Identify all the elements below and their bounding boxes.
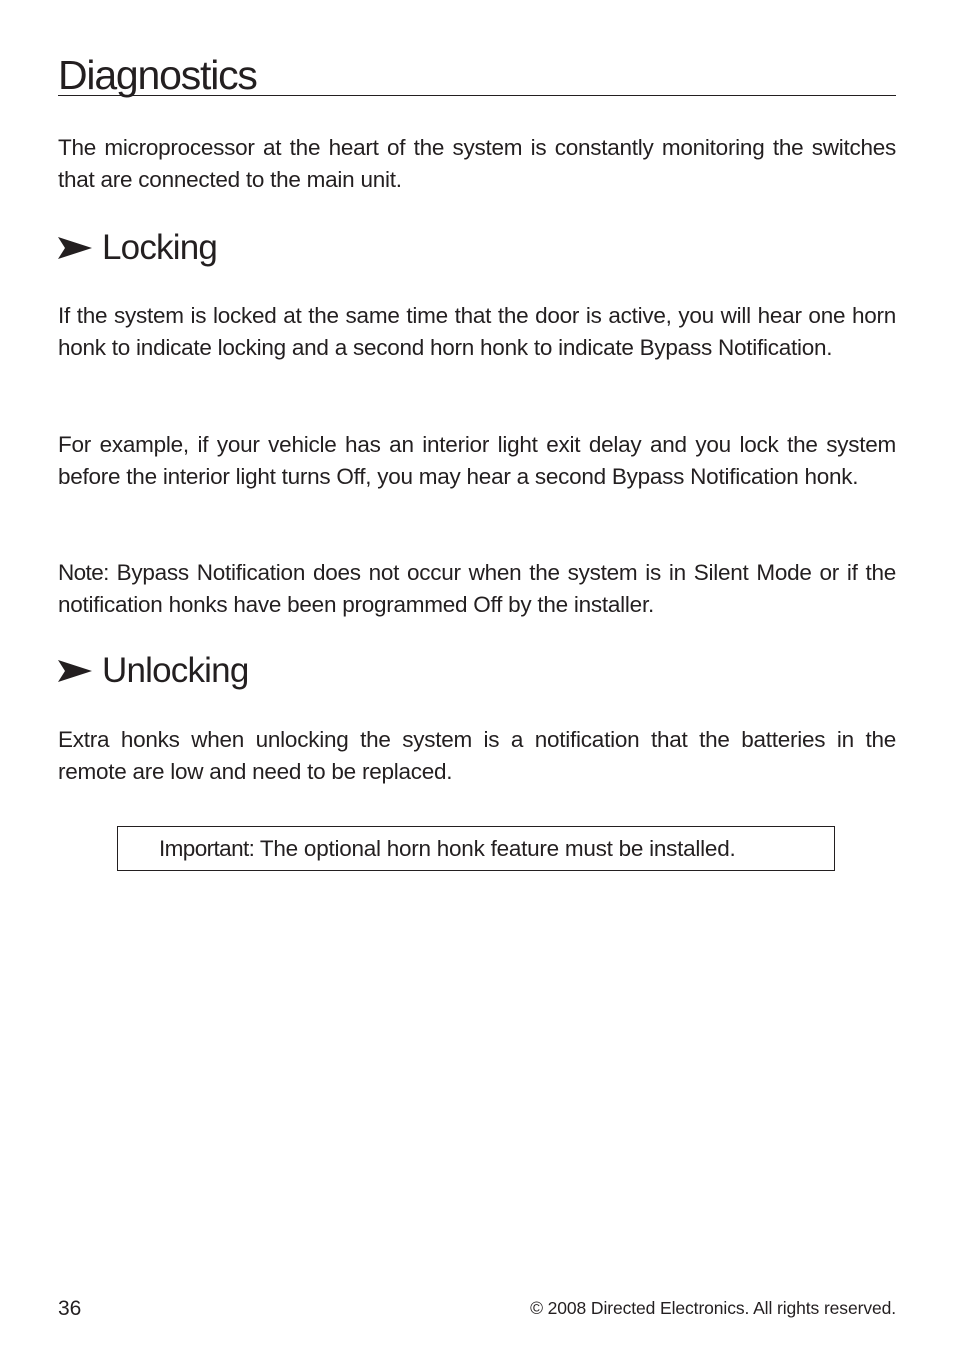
arrowhead-right-icon <box>58 660 92 682</box>
important-callout-text <box>159 834 735 864</box>
note-label: Note: <box>58 560 109 585</box>
important-callout <box>117 826 835 871</box>
unlocking-heading <box>58 651 249 691</box>
important-label: Important: <box>159 836 255 861</box>
locking-heading-label: Locking <box>102 228 218 267</box>
locking-heading <box>58 228 217 268</box>
locking-paragraph-2: For example, if your vehicle has an interior light exit delay and you lock the system before the interior light turns Off, you may hear a second Bypass Notification honk. <box>58 432 896 490</box>
intro-paragraph: The microprocessor at the heart of the system is constantly monitoring the switches that are connected to the main unit. <box>58 135 896 193</box>
page-number: 36 <box>58 1297 82 1320</box>
locking-paragraph-1: If the system is locked at the same time that the door is active, you will hear one horn honk to indicate locking and a second horn honk to indicate Bypass Notification. <box>58 303 896 361</box>
page-title: Diagnostics <box>58 52 257 98</box>
note-text: Bypass Notification does not occur when the system is in Silent Mode or if the notification honks have been programmed Off by the installer. <box>58 560 896 618</box>
unlocking-heading-label: Unlocking <box>102 651 249 690</box>
page-title-rule <box>58 50 896 96</box>
arrowhead-right-icon <box>58 237 92 259</box>
important-text: The optional horn honk feature must be installed. <box>259 836 736 861</box>
unlocking-paragraph: Extra honks when unlocking the system is a notification that the batteries in the remote are low and need to be replaced. <box>58 727 896 785</box>
note-paragraph <box>58 557 896 621</box>
copyright-notice: © 2008 Directed Electronics. All rights reserved. <box>530 1298 896 1318</box>
